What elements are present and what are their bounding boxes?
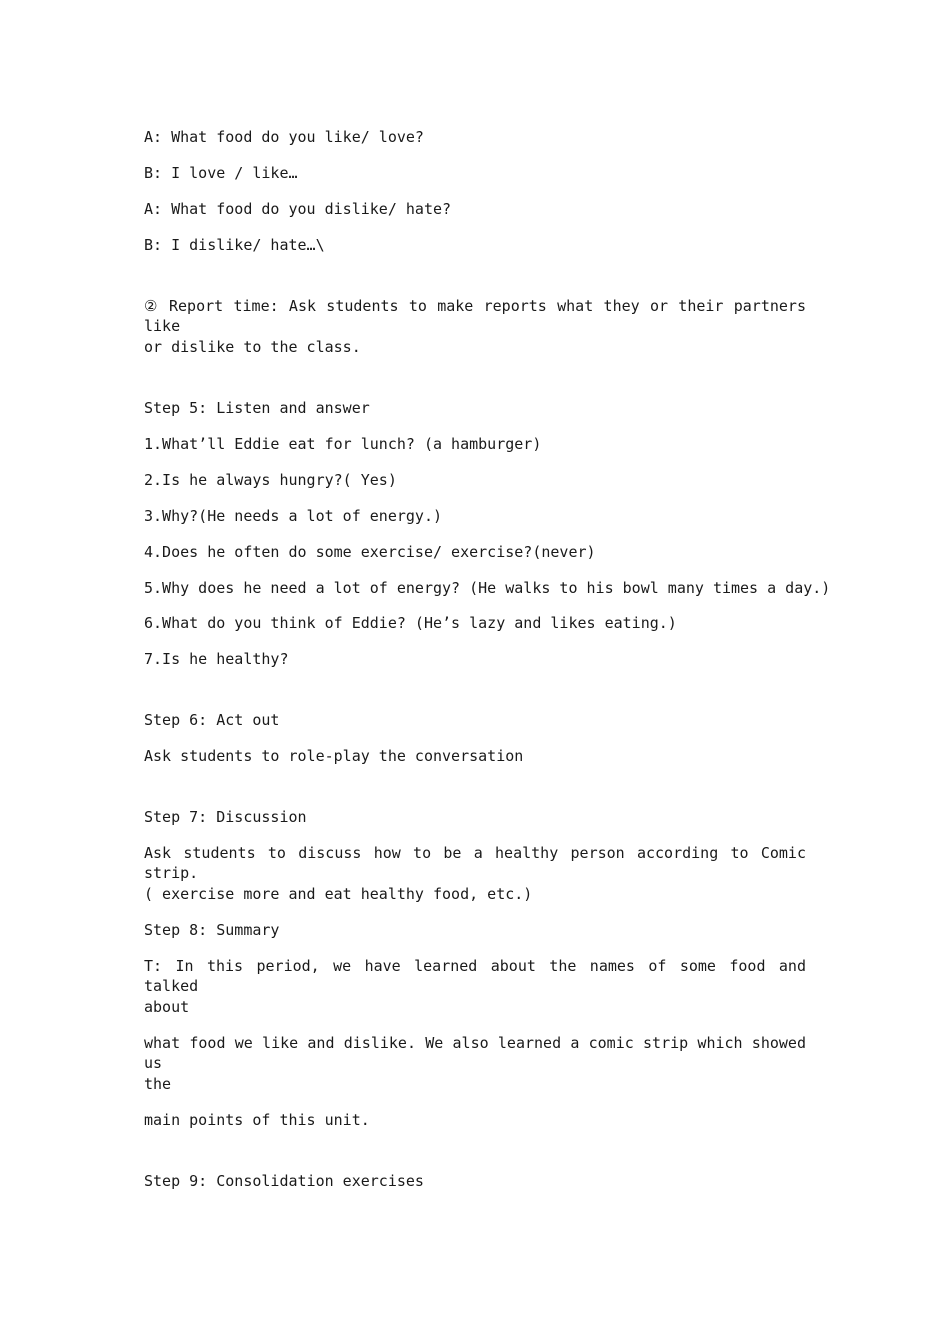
dialogue-line-b2: B: I dislike/ hate…\ — [144, 236, 325, 254]
step5-question-4: 4.Does he often do some exercise/ exercise?(never) — [144, 543, 596, 561]
dialogue-line-b1: B: I love / like… — [144, 164, 298, 182]
dialogue-line-a1: A: What food do you like/ love? — [144, 128, 424, 146]
report-time-line-2: or dislike to the class. — [144, 338, 361, 356]
step6-body: Ask students to role-play the conversation — [144, 747, 524, 765]
step5-question-5: 5.Why does he need a lot of energy? (He walks to his bowl many times a day.) — [144, 579, 831, 597]
step8-heading: Step 8: Summary — [144, 921, 280, 939]
report-time-line-1: ② Report time: Ask students to make reports what they or their partners like — [144, 297, 806, 335]
step6-heading: Step 6: Act out — [144, 711, 280, 729]
step5-question-2: 2.Is he always hungry?( Yes) — [144, 471, 397, 489]
step5-question-7: 7.Is he healthy? — [144, 650, 289, 668]
step8-line-5: main points of this unit. — [144, 1111, 370, 1129]
step5-question-3: 3.Why?(He needs a lot of energy.) — [144, 507, 443, 525]
step5-question-1: 1.What’ll Eddie eat for lunch? (a hamburger) — [144, 435, 542, 453]
dialogue-line-a2: A: What food do you dislike/ hate? — [144, 200, 452, 218]
step9-heading: Step 9: Consolidation exercises — [144, 1172, 424, 1190]
step8-line-4: the — [144, 1075, 172, 1093]
step5-heading: Step 5: Listen and answer — [144, 399, 370, 417]
step7-heading: Step 7: Discussion — [144, 808, 307, 826]
step7-body-line-1: Ask students to discuss how to be a healthy person according to Comic strip. — [144, 844, 806, 882]
step8-line-1: T: In this period, we have learned about the names of some food and talked — [144, 957, 806, 995]
step8-line-3: what food we like and dislike. We also learned a comic strip which showed us — [144, 1034, 806, 1072]
step5-question-6: 6.What do you think of Eddie? (He’s lazy and likes eating.) — [144, 614, 677, 632]
step7-body-line-2: ( exercise more and eat healthy food, etc.) — [144, 885, 533, 903]
step8-line-2: about — [144, 998, 190, 1016]
